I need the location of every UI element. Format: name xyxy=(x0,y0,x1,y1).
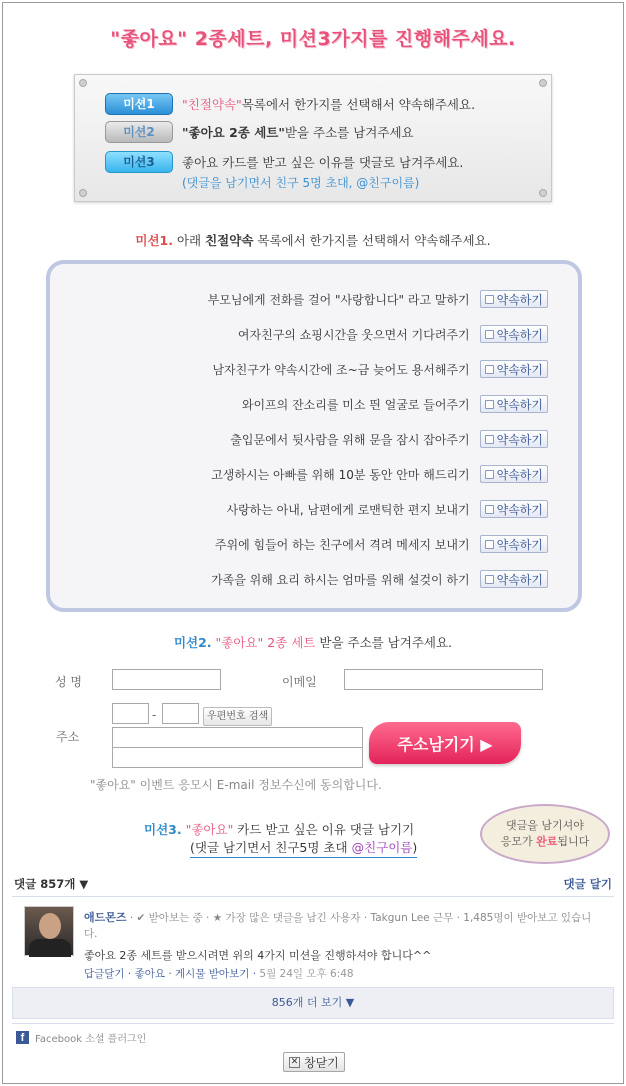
promise-button-label: 약속하기 xyxy=(496,537,543,552)
checkbox-icon xyxy=(485,295,494,304)
zipcode-search-button[interactable]: 우편번호 검색 xyxy=(203,707,272,726)
mission1-heading-prefix: 미션1. xyxy=(135,233,173,248)
divider xyxy=(12,1023,614,1024)
comment-meta: · ✔ 받아보는 중 · ★ 가장 많은 댓글을 남긴 사용자 · Takgun Lee 근무 · 1,485명이 받아보고 있습니다. xyxy=(84,912,592,940)
mission2-highlight: "좋아요 2종 세트" xyxy=(182,125,285,140)
bubble-line2: 응모가 완료됩니다 xyxy=(500,835,590,848)
close-label: 창닫기 xyxy=(304,1055,339,1070)
promise-item xyxy=(212,360,548,378)
address-label: 주소 xyxy=(56,730,80,744)
promise-button[interactable] xyxy=(480,360,548,378)
zipcode-dash: - xyxy=(152,708,157,722)
email-field[interactable] xyxy=(344,669,543,690)
promise-text: 여자친구의 쇼핑시간을 웃으면서 기다려주기 xyxy=(237,327,470,342)
avatar[interactable] xyxy=(24,906,74,956)
mission3-sub-tag: @친구이름 xyxy=(351,840,413,855)
checkbox-icon xyxy=(485,470,494,479)
submit-address-button[interactable]: 주소남기기 ▶ xyxy=(369,722,521,764)
promise-button-label: 약속하기 xyxy=(496,467,543,482)
mission-summary-2 xyxy=(105,121,414,143)
mission3-sub xyxy=(190,838,417,858)
mission2-heading-highlight: "좋아요" 2종 세트 xyxy=(215,635,316,650)
mission2-heading xyxy=(0,633,626,651)
promise-button[interactable] xyxy=(480,430,548,448)
close-icon: ✕ xyxy=(290,1056,299,1067)
promise-button[interactable] xyxy=(480,500,548,518)
load-more-comments-button[interactable]: 856개 더 보기 ▼ xyxy=(12,987,614,1019)
comment-count-dropdown[interactable]: 댓글 857개 ▼ xyxy=(14,877,89,891)
comment-author-link[interactable]: 애드몬즈 xyxy=(84,911,127,924)
promise-button-label: 약속하기 xyxy=(496,502,543,517)
name-field[interactable] xyxy=(112,669,221,690)
promise-item xyxy=(211,570,548,588)
comment-body: 좋아요 2종 세트를 받으시려면 위의 4가지 미션을 진행하셔야 합니다^^ xyxy=(84,949,432,962)
address-field-1[interactable] xyxy=(112,727,363,748)
promise-text: 주위에 힘들어 하는 친구에서 격려 메세지 보내기 xyxy=(214,537,470,552)
mission1-heading-text-a: 아래 xyxy=(172,233,206,248)
checkbox-icon xyxy=(485,365,494,374)
facebook-icon: f xyxy=(16,1031,29,1044)
facebook-plugin-label xyxy=(16,1030,146,1045)
mission3-sub-text-a: (댓글 남기면서 친구5명 초대 xyxy=(190,840,352,855)
pin-icon xyxy=(539,189,547,197)
promise-button[interactable] xyxy=(480,570,548,588)
mission3-heading xyxy=(144,820,414,838)
mission3-text: 좋아요 카드를 받고 싶은 이유를 댓글로 남겨주세요. xyxy=(182,155,464,170)
zipcode-field-2[interactable] xyxy=(162,703,199,724)
promise-text: 와이프의 잔소리를 미소 띈 얼굴로 들어주기 xyxy=(241,397,470,412)
comment-reminder-bubble xyxy=(480,804,610,864)
mission3-heading-highlight: "좋아요" xyxy=(185,822,234,837)
checkbox-icon xyxy=(485,400,494,409)
promise-button-label: 약속하기 xyxy=(496,292,543,307)
mission1-heading xyxy=(0,231,626,249)
promise-button[interactable] xyxy=(480,535,548,553)
comment-time: 5월 24일 오후 6:48 xyxy=(259,968,354,980)
checkbox-icon xyxy=(485,540,494,549)
promise-text: 사랑하는 아내, 남편에게 로맨틱한 편지 보내기 xyxy=(226,502,470,517)
name-label: 성 명 xyxy=(55,675,82,689)
promise-item xyxy=(226,500,548,518)
promise-button-label: 약속하기 xyxy=(496,327,543,342)
checkbox-icon xyxy=(485,575,494,584)
mission3-sub-note: (댓글을 남기면서 친구 5명 초대, @친구이름) xyxy=(182,176,420,190)
promise-text: 남자친구가 약속시간에 조~금 늦어도 용서해주기 xyxy=(212,362,470,377)
mission-summary-1 xyxy=(105,93,475,115)
add-comment-link[interactable]: 댓글 달기 xyxy=(563,877,612,891)
checkbox-icon xyxy=(485,505,494,514)
promise-text: 고생하시는 아빠를 위해 10분 동안 안마 해드리기 xyxy=(211,467,470,482)
mission3-sub-text-b: ) xyxy=(412,840,418,855)
pin-icon xyxy=(79,189,87,197)
promise-button[interactable] xyxy=(480,465,548,483)
comment-header xyxy=(84,910,604,942)
promise-item xyxy=(230,430,548,448)
promise-item xyxy=(215,535,548,553)
missions-summary-box xyxy=(74,74,552,202)
promise-text: 가족을 위해 요리 하시는 엄마를 위해 설겆이 하기 xyxy=(211,572,470,587)
comment-actions xyxy=(84,966,354,981)
mission2-heading-prefix: 미션2. xyxy=(173,635,212,650)
mission2-heading-text: 받을 주소를 남겨주세요. xyxy=(315,635,453,650)
promise-button-label: 약속하기 xyxy=(496,432,543,447)
mission2-text: 받을 주소를 남겨주세요 xyxy=(284,125,414,140)
promise-text: 출입문에서 뒷사람을 위해 문을 잠시 잡아주기 xyxy=(230,432,470,447)
bubble-line1: 댓글을 남기셔야 xyxy=(506,819,584,832)
agree-text: "좋아요" 이벤트 응모시 E-mail 정보수신에 동의합니다. xyxy=(90,778,382,792)
promise-item xyxy=(208,290,548,308)
mission1-heading-text-b: 목록에서 한가지를 선택해서 약속해주세요. xyxy=(253,233,491,248)
checkbox-icon xyxy=(485,330,494,339)
page-title: "좋아요" 2종세트, 미션3가지를 진행해주세요. xyxy=(110,28,516,50)
email-label: 이메일 xyxy=(282,675,317,689)
promise-button[interactable] xyxy=(480,290,548,308)
promise-item xyxy=(238,325,548,343)
comment-action-links[interactable]: 답글달기 · 좋아요 · 게시물 받아보기 · xyxy=(84,968,260,980)
mission1-highlight: "친절약속" xyxy=(182,97,242,112)
mission-summary-3 xyxy=(105,151,463,173)
pin-icon xyxy=(539,79,547,87)
mission3-heading-prefix: 미션3. xyxy=(144,822,182,837)
checkbox-icon xyxy=(485,435,494,444)
mission2-badge: 미션2 xyxy=(105,121,173,143)
promise-button-label: 약속하기 xyxy=(496,397,543,412)
divider xyxy=(12,896,614,897)
promise-item xyxy=(211,465,548,483)
promise-button-label: 약속하기 xyxy=(496,572,543,587)
mission1-heading-strong: 친절약속 xyxy=(205,233,254,248)
facebook-plugin-text[interactable]: Facebook 소셜 플러그인 xyxy=(35,1034,147,1045)
mission1-badge: 미션1 xyxy=(105,93,173,115)
close-window-button[interactable] xyxy=(283,1052,345,1072)
promise-text: 부모님에게 전화를 걸어 "사랑합니다" 라고 말하기 xyxy=(207,292,470,307)
mission3-badge: 미션3 xyxy=(105,151,173,173)
pin-icon xyxy=(79,79,87,87)
bubble-strong: 완료 xyxy=(536,835,558,848)
promise-button[interactable] xyxy=(480,325,548,343)
mission1-text: 목록에서 한가지를 선택해서 약속해주세요. xyxy=(241,97,476,112)
promise-item xyxy=(242,395,548,413)
promise-button-label: 약속하기 xyxy=(496,362,543,377)
address-field-2[interactable] xyxy=(112,747,363,768)
zipcode-field-1[interactable] xyxy=(112,703,149,724)
promise-button[interactable] xyxy=(480,395,548,413)
mission3-heading-text: 카드 받고 싶은 이유 댓글 남기기 xyxy=(233,822,415,837)
